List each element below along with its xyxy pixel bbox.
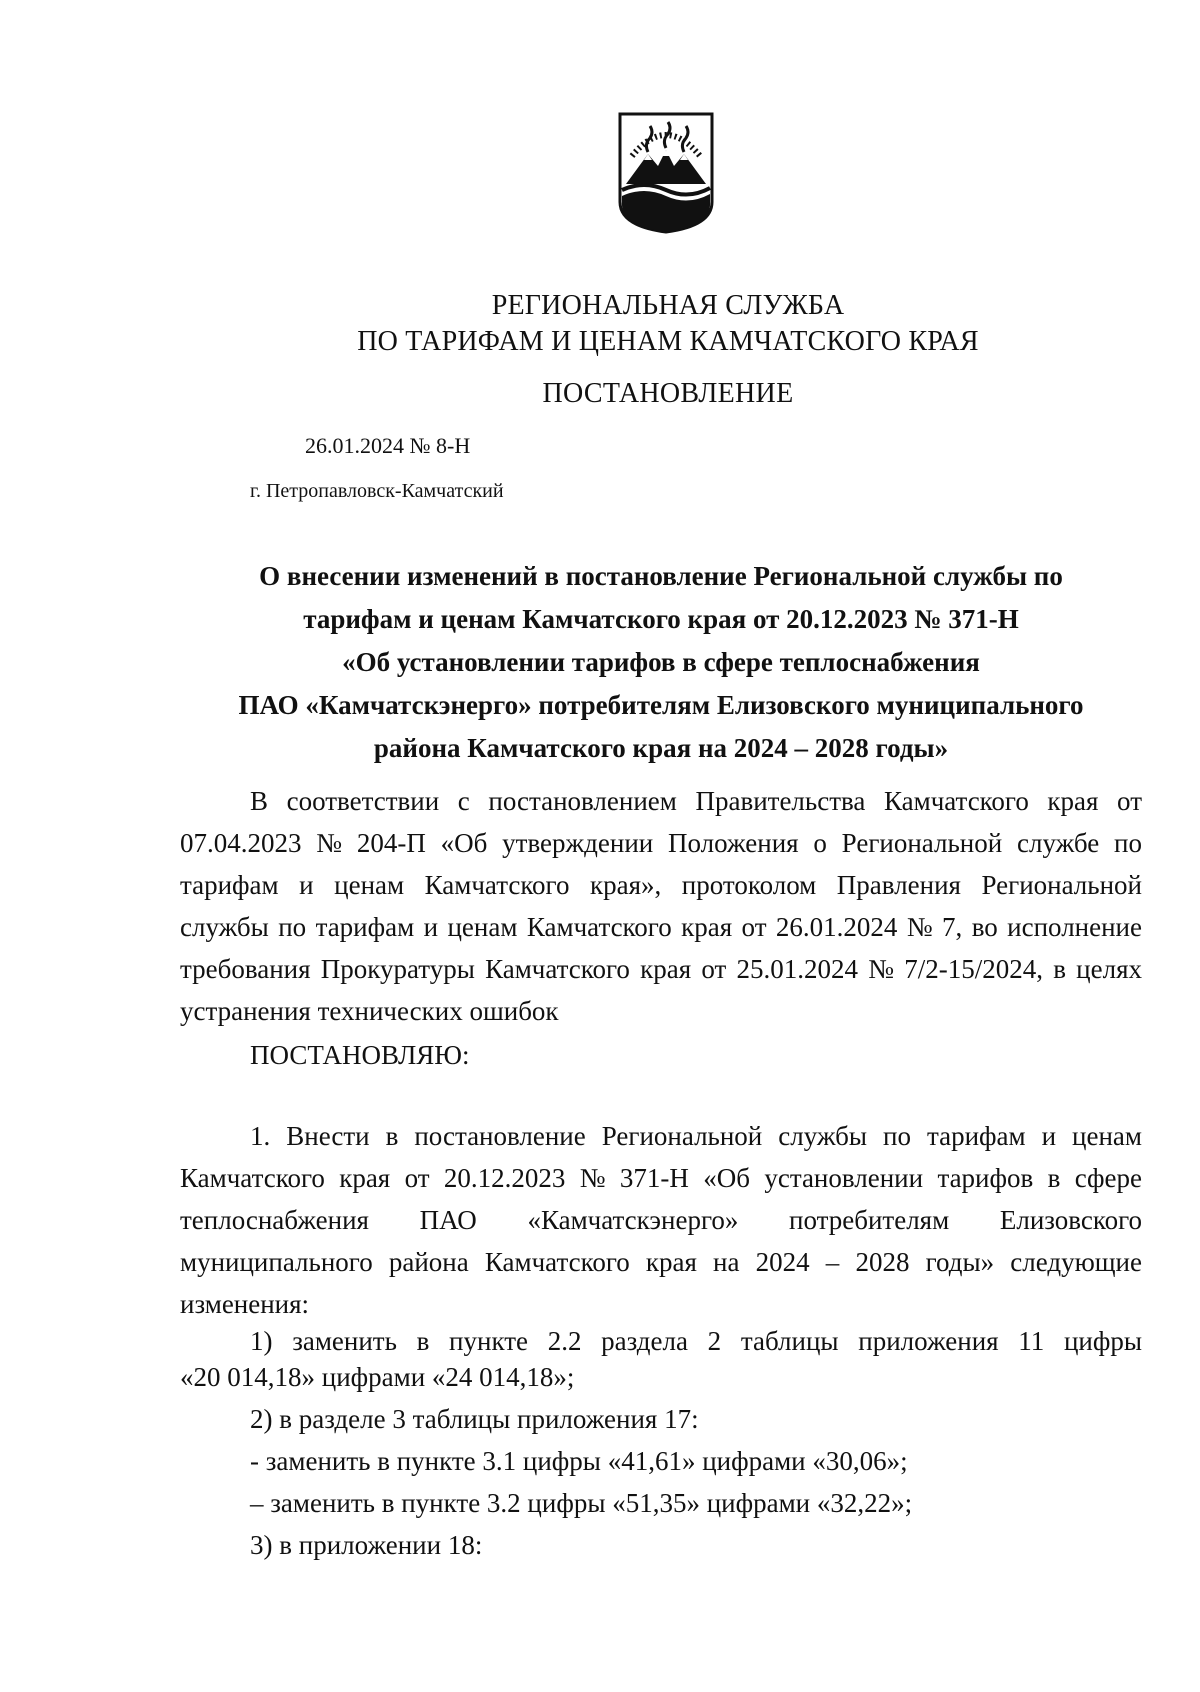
org-line-2: ПО ТАРИФАМ И ЦЕНАМ КАМЧАТСКОГО КРАЯ (357, 326, 979, 357)
subitem-2: 2) в разделе 3 таблицы приложения 17: (250, 1404, 699, 1434)
subitem-3: 3) в приложении 18: (250, 1530, 483, 1560)
document-subject (180, 555, 1142, 770)
subitem-2b: – заменить в пункте 3.2 цифры «51,35» цифрами «32,22»; (250, 1488, 913, 1518)
preamble-line: тарифам и ценам Камчатского края», протоколом Правления Региональной (180, 870, 1142, 900)
resolve-heading: ПОСТАНОВЛЯЮ: (250, 1040, 470, 1070)
preamble-line: требования Прокуратуры Камчатского края от 25.01.2024 № 7/2-15/2024, в целях (180, 954, 1142, 984)
item-1-line: муниципального района Камчатского края на 2024 – 2028 годы» следующие (180, 1247, 1142, 1277)
subject-line: тарифам и ценам Камчатского края от 20.12.2023 № 371-Н (303, 604, 1019, 634)
item-1-line: Камчатского края от 20.12.2023 № 371-Н «Об установлении тарифов в сфере (180, 1163, 1142, 1193)
subject-line: «Об установлении тарифов в сфере теплоснабжения (342, 647, 980, 677)
item-1-line: изменения: (180, 1289, 310, 1319)
subject-line: ПАО «Камчатскэнерго» потребителям Елизовского муниципального (238, 690, 1084, 720)
preamble-line: 07.04.2023 № 204-П «Об утверждении Положения о Региональной службе по (180, 828, 1142, 858)
preamble-paragraph (180, 780, 1142, 1032)
item-1-line: теплоснабжения ПАО «Камчатскэнерго» потребителям Елизовского (180, 1205, 1142, 1235)
coat-of-arms-emblem (616, 110, 716, 236)
subitem-2a: - заменить в пункте 3.1 цифры «41,61» цифрами «30,06»; (250, 1446, 908, 1476)
subitem-1 (250, 1320, 1142, 1362)
subject-line: района Камчатского края на 2024 – 2028 годы» (373, 733, 949, 763)
document-type: ПОСТАНОВЛЕНИЕ (542, 378, 794, 409)
item-1-line: 1. Внести в постановление Региональной службы по тарифам и ценам (250, 1121, 1142, 1151)
preamble-line: В соответствии с постановлением Правительства Камчатского края от (250, 786, 1142, 816)
subitem-1-continuation: «20 014,18» цифрами «24 014,18»; (180, 1362, 575, 1392)
preamble-line: службы по тарифам и ценам Камчатского края от 26.01.2024 № 7, во исполнение (180, 912, 1142, 942)
subject-line: О внесении изменений в постановление Региональной службы по (259, 561, 1063, 591)
city: г. Петропавловск-Камчатский (250, 480, 504, 502)
preamble-line: устранения технических ошибок (180, 996, 559, 1026)
item-1-paragraph (180, 1115, 1142, 1325)
org-line-1: РЕГИОНАЛЬНАЯ СЛУЖБА (491, 290, 845, 321)
subitem-1-line: 1) заменить в пункте 2.2 раздела 2 таблицы приложения 11 цифры (250, 1326, 1142, 1356)
date-and-number: 26.01.2024 № 8-Н (305, 433, 471, 458)
